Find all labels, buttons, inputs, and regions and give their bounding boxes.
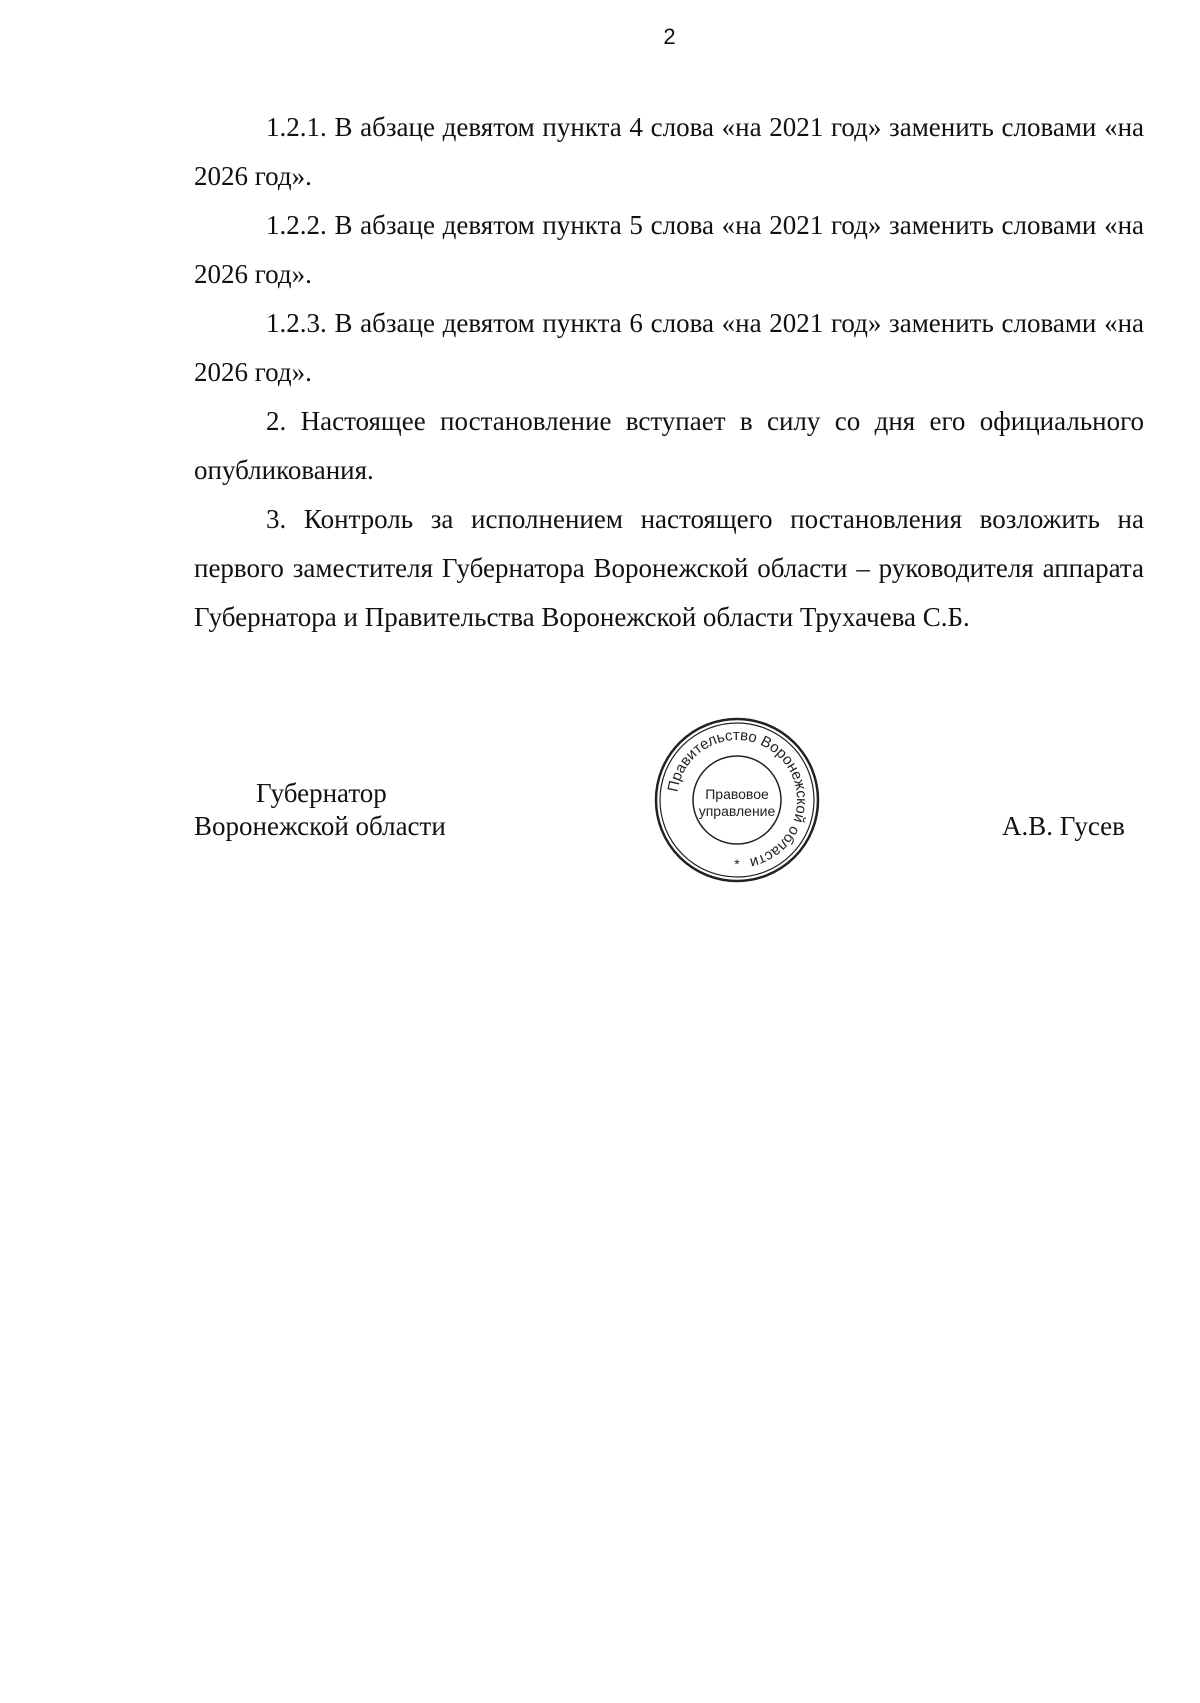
signatory-title: Губернатор [256,778,387,808]
stamp-center-line-1: Правовое [705,786,769,802]
stamp-seal [652,715,822,885]
paragraph-3: 3. Контроль за исполнением настоящего постановления возложить на первого заместителя Губернатора Воронежской области – руководителя аппарата Губернатора и Правительства Воронежской области Трухачева С.Б. [194,504,1144,632]
paragraph-1-2-3: 1.2.3. В абзаце девятом пункта 6 слова «на 2021 год» заменить словами «на 2026 год». [194,308,1144,387]
official-stamp [652,715,822,885]
paragraph-2: 2. Настоящее постановление вступает в силу со дня его официального опубликования. [194,406,1144,485]
document-body [194,103,1144,642]
signatory-region: Воронежской области [194,811,446,841]
stamp-star: * [734,856,740,872]
paragraph-1-2-2: 1.2.2. В абзаце девятом пункта 5 слова «на 2021 год» заменить словами «на 2026 год». [194,210,1144,289]
signatory-name: А.В. Гусев [1002,811,1125,841]
stamp-ring-text: Правительство Воронежской области [664,726,811,872]
signatory-position [194,777,514,843]
stamp-center-line-2: управление [698,803,776,819]
page-number: 2 [663,24,676,49]
paragraph-1-2-1: 1.2.1. В абзаце девятом пункта 4 слова «на 2021 год» заменить словами «на 2026 год». [194,112,1144,191]
